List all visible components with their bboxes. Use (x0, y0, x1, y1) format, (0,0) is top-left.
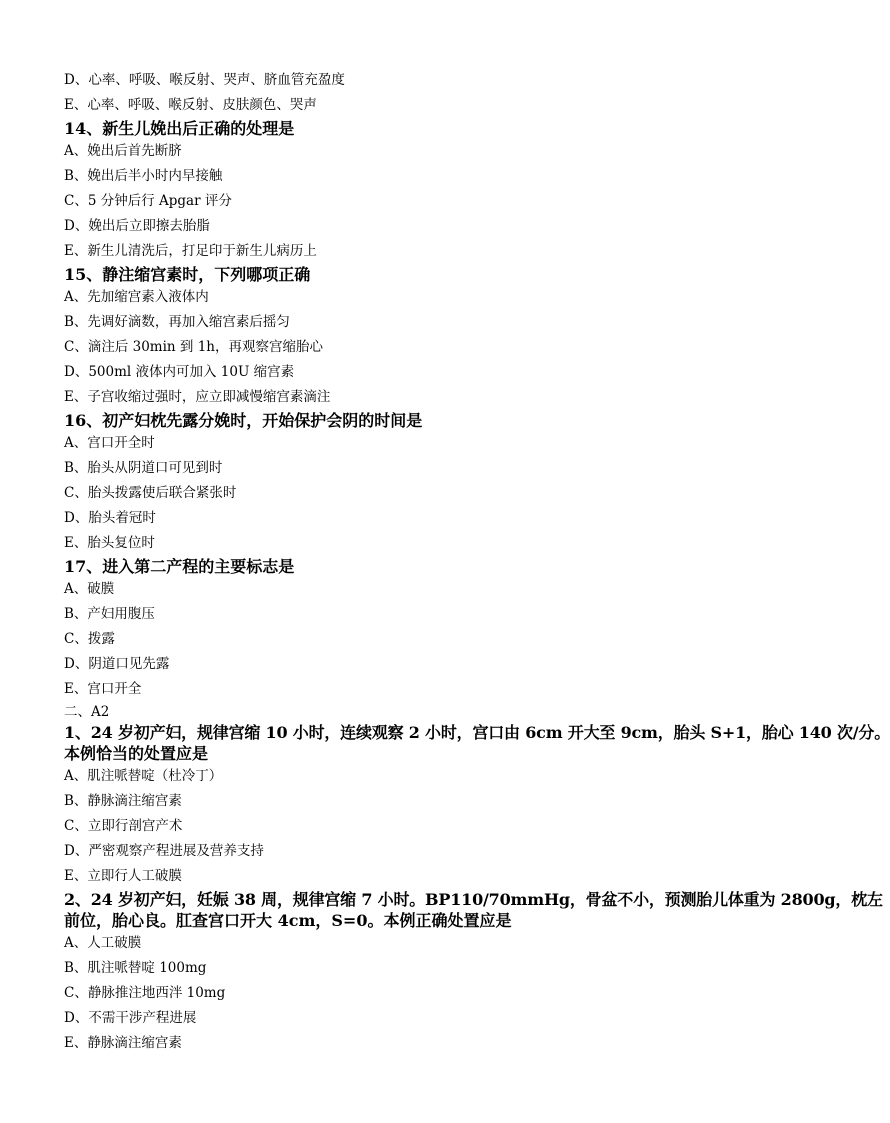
answer-option: A、人工破膜 (64, 935, 142, 951)
answer-option: B、静脉滴注缩宫素 (64, 793, 182, 809)
question-text: 1、24 岁初产妇，规律宫缩 10 小时，连续观察 2 小时，宫口由 6cm 开大至 9cm，胎头 S+1，胎心 140 次/分。 (64, 723, 890, 742)
answer-option: E、新生儿清洗后，打足印于新生儿病历上 (64, 243, 317, 259)
answer-option: B、肌注哌替啶 100mg (64, 960, 207, 976)
section-heading: 二、A2 (64, 704, 110, 720)
answer-option: D、严密观察产程进展及营养支持 (64, 843, 264, 859)
answer-option: B、先调好滴数，再加入缩宫素后摇匀 (64, 314, 290, 330)
answer-option: C、立即行剖宫产术 (64, 818, 183, 834)
question-text: 本例恰当的处置应是 (64, 744, 209, 763)
question-text: 16、初产妇枕先露分娩时，开始保护会阴的时间是 (64, 411, 423, 430)
question-text: 前位，胎心良。肛查宫口开大 4cm，S=0。本例正确处置应是 (64, 911, 512, 930)
answer-option: A、肌注哌替啶（杜冷丁） (64, 768, 223, 784)
question-text: 2、24 岁初产妇，妊娠 38 周，规律宫缩 7 小时。BP110/70mmHg，骨盆不小，预测胎儿体重为 2800g，枕左 (64, 890, 883, 909)
answer-option: D、心率、呼吸、喉反射、哭声、脐血管充盈度 (64, 72, 345, 88)
document-body (64, 68, 890, 1056)
answer-option: E、静脉滴注缩宫素 (64, 1035, 182, 1051)
answer-option: E、子宫收缩过强时，应立即减慢缩宫素滴注 (64, 389, 331, 405)
question-text: 15、静注缩宫素时，下列哪项正确 (64, 265, 311, 284)
answer-option: A、破膜 (64, 581, 115, 597)
answer-option: B、娩出后半小时内早接触 (64, 168, 223, 184)
answer-option: A、先加缩宫素入液体内 (64, 289, 209, 305)
answer-option: B、产妇用腹压 (64, 606, 155, 622)
answer-option: E、立即行人工破膜 (64, 868, 182, 884)
answer-option: E、胎头复位时 (64, 535, 155, 551)
question-text: 17、进入第二产程的主要标志是 (64, 557, 295, 576)
answer-option: C、5 分钟后行 Apgar 评分 (64, 193, 232, 209)
answer-option: A、娩出后首先断脐 (64, 143, 182, 159)
answer-option: C、静脉推注地西泮 10mg (64, 985, 226, 1001)
answer-option: D、娩出后立即擦去胎脂 (64, 218, 210, 234)
answer-option: D、500ml 液体内可加入 10U 缩宫素 (64, 364, 295, 380)
answer-option: C、滴注后 30min 到 1h，再观察宫缩胎心 (64, 339, 323, 355)
answer-option: A、宫口开全时 (64, 435, 155, 451)
answer-option: B、胎头从阴道口可见到时 (64, 460, 223, 476)
answer-option: C、拨露 (64, 631, 115, 647)
answer-option: C、胎头拨露使后联合紧张时 (64, 485, 237, 501)
answer-option: E、心率、呼吸、喉反射、皮肤颜色、哭声 (64, 97, 317, 113)
question-text: 14、新生儿娩出后正确的处理是 (64, 119, 295, 138)
answer-option: E、宫口开全 (64, 681, 142, 697)
answer-option: D、不需干涉产程进展 (64, 1010, 197, 1026)
answer-option: D、阴道口见先露 (64, 656, 170, 672)
answer-option: D、胎头着冠时 (64, 510, 156, 526)
